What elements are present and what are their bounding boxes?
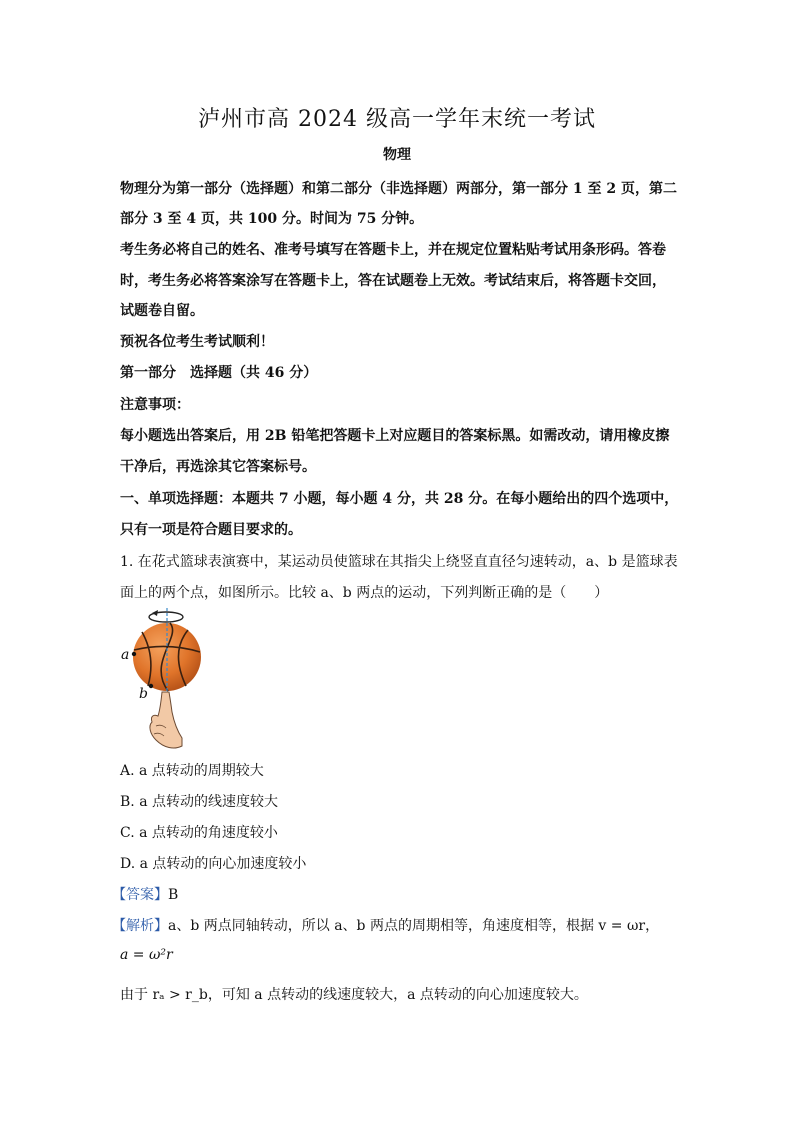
notice-line-2: 干净后，再选涂其它答案标号。 bbox=[120, 459, 316, 475]
analysis-label: 【解析】 bbox=[112, 918, 168, 934]
notice-title: 注意事项： bbox=[120, 397, 190, 413]
figure-label-b: b bbox=[139, 686, 148, 702]
intro-line-3: 考生务必将自己的姓名、准考号填写在答题卡上，并在规定位置粘贴考试用条形码。答卷 bbox=[120, 242, 666, 258]
section-line-2: 只有一项是符合题目要求的。 bbox=[120, 522, 302, 538]
wish-line: 预祝各位考生考试顺利！ bbox=[120, 334, 274, 350]
point-b-marker bbox=[149, 684, 153, 688]
point-a-marker bbox=[132, 652, 136, 656]
section-line-1: 一、单项选择题：本题共 7 小题，每小题 4 分，共 28 分。在每小题给出的四个选项中， bbox=[120, 491, 679, 507]
intro-line-5: 试题卷自留。 bbox=[120, 303, 204, 319]
analysis-text-1: a、b 两点同轴转动，所以 a、b 两点的周期相等，角速度相等，根据 v = ωr， bbox=[168, 918, 660, 934]
analysis-line-1 bbox=[112, 915, 672, 935]
page-title: 泸州市高 2024 级高一学年末统一考试 bbox=[198, 107, 596, 132]
analysis-line-2: a = ω²r bbox=[120, 947, 173, 963]
answer-line bbox=[112, 884, 672, 904]
subject-heading: 物理 bbox=[383, 147, 411, 163]
option-c: C. a 点转动的角速度较小 bbox=[120, 825, 278, 841]
part1-heading: 第一部分 选择题（共 46 分） bbox=[120, 365, 318, 381]
option-b: B. a 点转动的线速度较大 bbox=[120, 794, 278, 810]
intro-line-2: 部分 3 至 4 页，共 100 分。时间为 75 分钟。 bbox=[120, 211, 424, 227]
question-stem-line-2: 面上的两个点，如图所示。比较 a、b 两点的运动，下列判断正确的是（ ） bbox=[120, 585, 609, 601]
option-a: A. a 点转动的周期较大 bbox=[120, 763, 264, 779]
answer-label: 【答案】 bbox=[112, 887, 168, 903]
basketball-figure bbox=[112, 602, 212, 752]
intro-line-4: 时，考生务必将答案涂写在答题卡上，答在试题卷上无效。考试结束后，将答题卡交回， bbox=[120, 273, 666, 289]
analysis-line-3: 由于 rₐ > r_b，可知 a 点转动的线速度较大，a 点转动的向心加速度较大。 bbox=[120, 987, 588, 1003]
notice-line-1: 每小题选出答案后，用 2B 铅笔把答题卡上对应题目的答案标黑。如需改动，请用橡皮擦 bbox=[120, 428, 670, 444]
question-stem-line-1: 1. 在花式篮球表演赛中，某运动员使篮球在其指尖上绕竖直直径匀速转动，a、b 是篮球表 bbox=[120, 554, 678, 570]
figure-label-a: a bbox=[121, 647, 130, 663]
intro-line-1: 物理分为第一部分（选择题）和第二部分（非选择题）两部分，第一部分 1 至 2 页，第二 bbox=[120, 181, 677, 197]
answer-value: B bbox=[168, 887, 179, 903]
option-d: D. a 点转动的向心加速度较小 bbox=[120, 856, 307, 872]
